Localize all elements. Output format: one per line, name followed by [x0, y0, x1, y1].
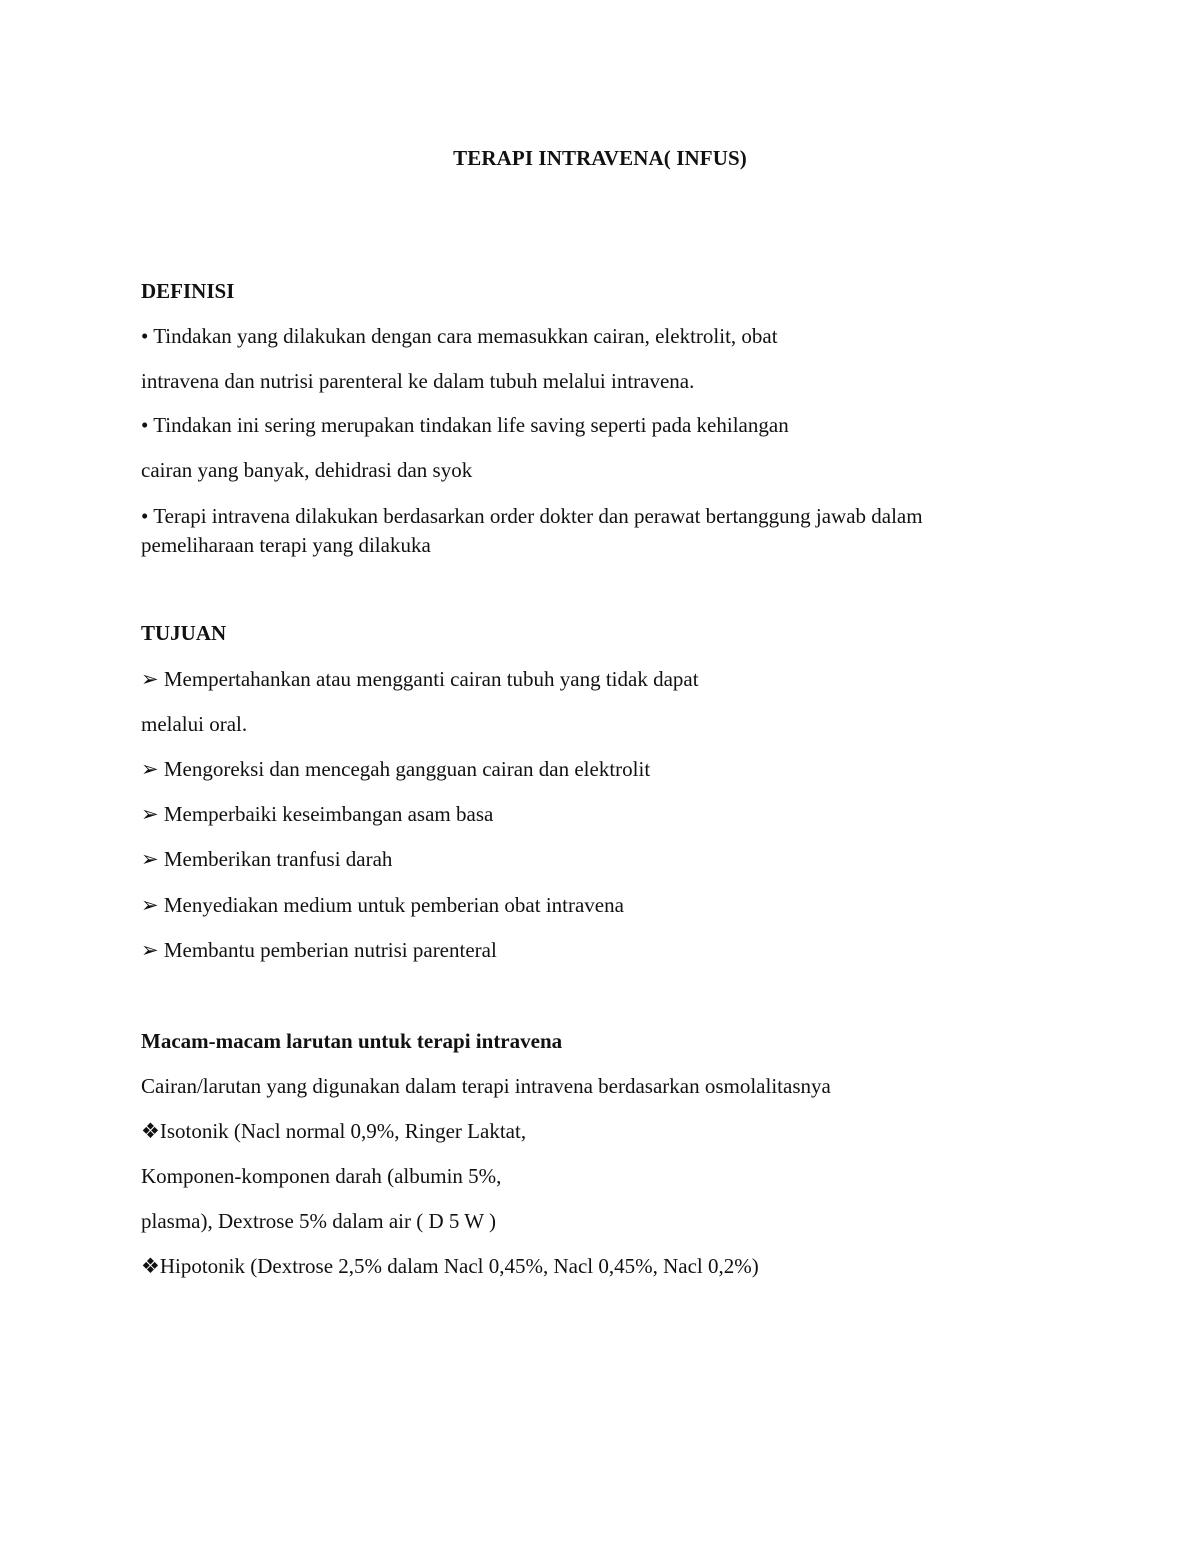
tujuan-line: melalui oral. — [141, 712, 248, 736]
larutan-line: ❖Hipotonik (Dextrose 2,5% dalam Nacl 0,45%, Nacl 0,45%, Nacl 0,2%) — [141, 1254, 759, 1278]
definisi-line: • Tindakan ini sering merupakan tindakan life saving seperti pada kehilangan — [141, 413, 789, 437]
tujuan-line: ➢ Memberikan tranfusi darah — [141, 847, 393, 871]
definisi-line: cairan yang banyak, dehidrasi dan syok — [141, 458, 473, 482]
larutan-line: ❖Isotonik (Nacl normal 0,9%, Ringer Laktat, — [141, 1119, 527, 1143]
tujuan-line: ➢ Mempertahankan atau mengganti cairan tubuh yang tidak dapat — [141, 667, 699, 691]
larutan-line: Cairan/larutan yang digunakan dalam terapi intravena berdasarkan osmolalitasnya — [141, 1074, 831, 1098]
tujuan-line: ➢ Memperbaiki keseimbangan asam basa — [141, 802, 494, 826]
definisi-line: intravena dan nutrisi parenteral ke dalam tubuh melalui intravena. — [141, 369, 695, 393]
definisi-line: • Tindakan yang dilakukan dengan cara memasukkan cairan, elektrolit, obat — [141, 324, 778, 348]
larutan-line: Komponen-komponen darah (albumin 5%, — [141, 1164, 502, 1188]
tujuan-line: ➢ Mengoreksi dan mencegah gangguan cairan dan elektrolit — [141, 757, 651, 781]
document-title: TERAPI INTRAVENA( INFUS) — [453, 146, 747, 170]
section-heading-definisi: DEFINISI — [141, 279, 235, 303]
section-heading-tujuan: TUJUAN — [141, 621, 227, 645]
tujuan-line: ➢ Membantu pemberian nutrisi parenteral — [141, 938, 497, 962]
section-heading-larutan: Macam-macam larutan untuk terapi intravena — [141, 1029, 563, 1053]
definisi-line: • Terapi intravena dilakukan berdasarkan order dokter dan perawat bertanggung jawab dalam pemeliharaan terapi yang dilakuka — [141, 504, 923, 557]
tujuan-line: ➢ Menyediakan medium untuk pemberian obat intravena — [141, 893, 624, 917]
larutan-line: plasma), Dextrose 5% dalam air ( D 5 W ) — [141, 1209, 496, 1233]
